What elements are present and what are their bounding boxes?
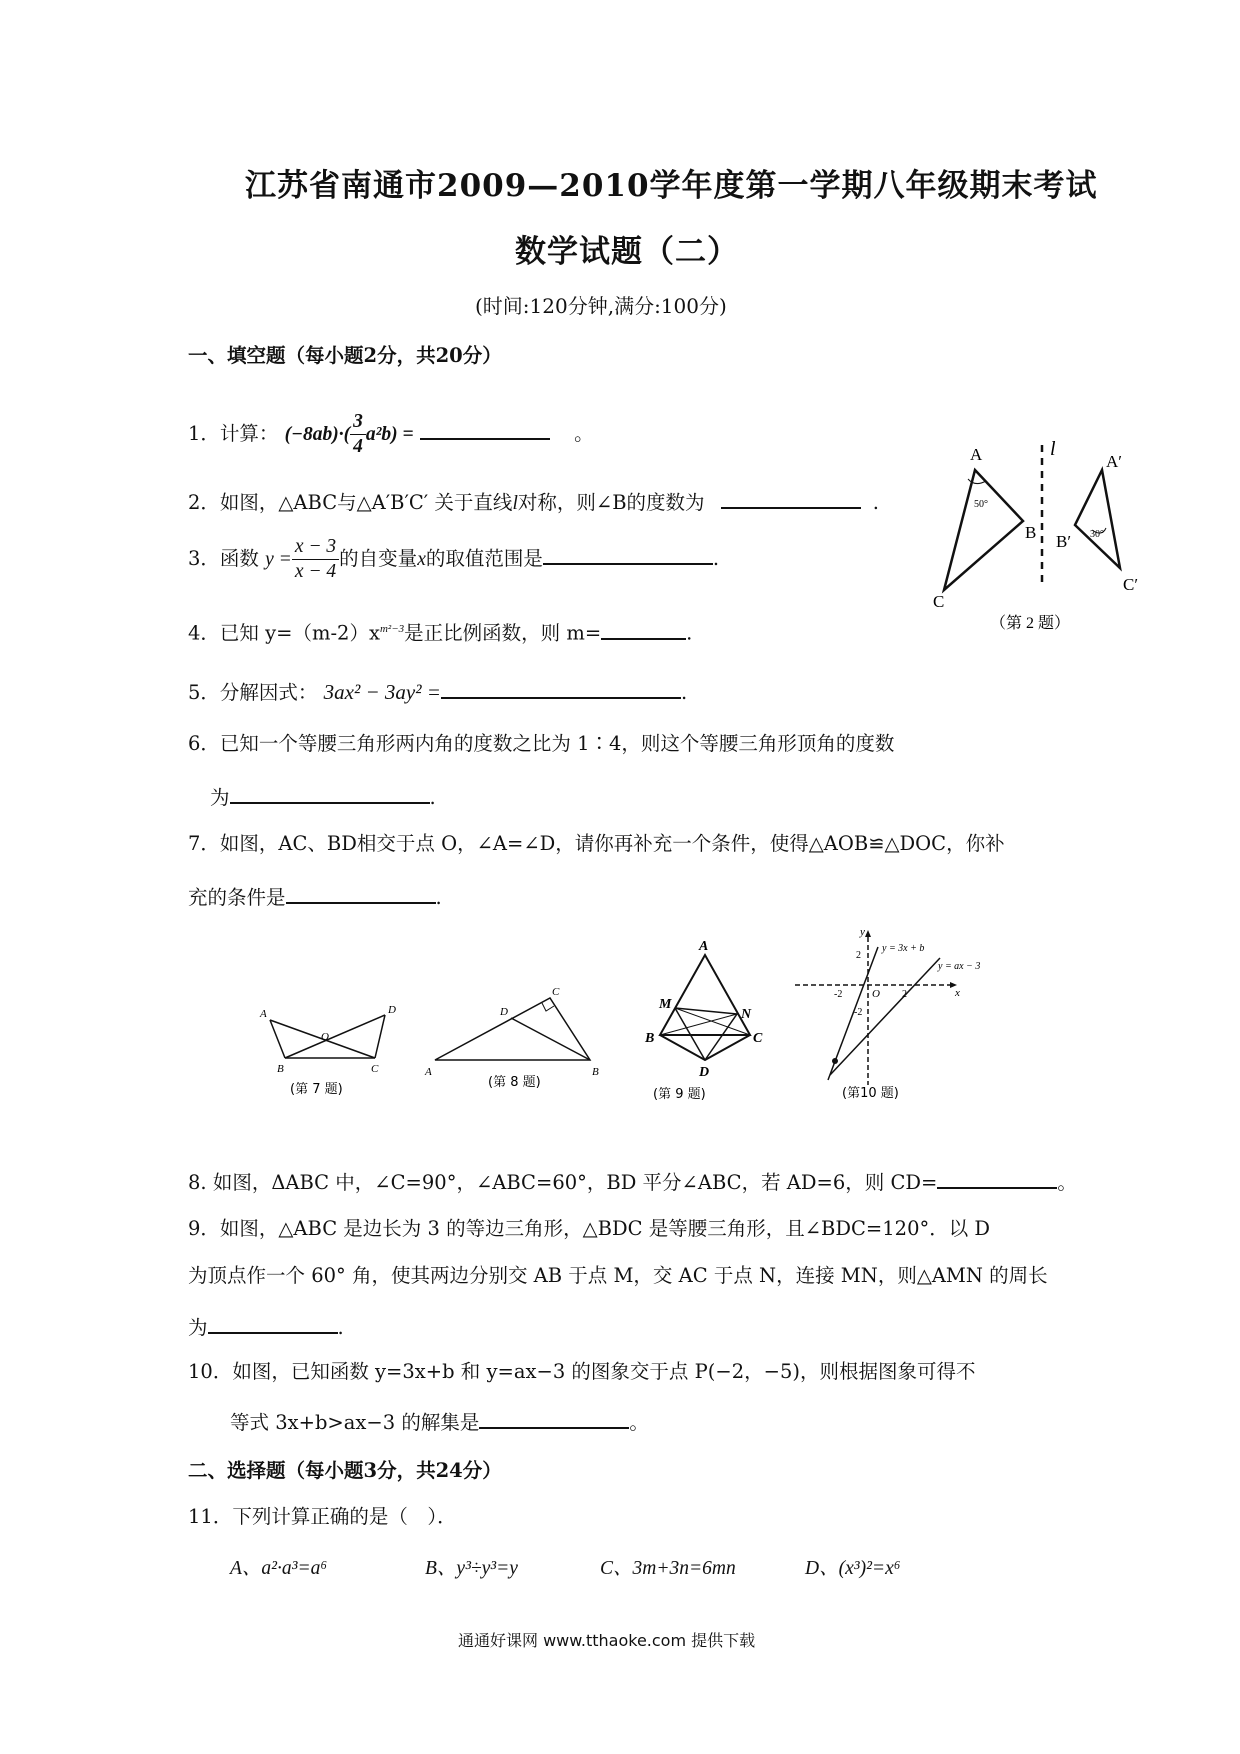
section-2-heading: 二、选择题（每小题3分，共24分） — [188, 1459, 502, 1482]
q4-text2: 是正比例函数，则 m= — [404, 621, 602, 645]
fig7-label-d: D — [388, 1004, 396, 1016]
fig2-label-l: l — [1050, 438, 1056, 460]
q11-option-d[interactable]: D、(x³)²=x⁶ — [805, 1558, 901, 1579]
q2-suffix: . — [872, 491, 879, 514]
fig8-caption: (第 8 题) — [488, 1075, 541, 1090]
q5-expr: 3ax² − 3ay² = — [323, 680, 441, 704]
fig8-bisector-bd — [511, 1018, 590, 1060]
fig2-label-c: C — [933, 592, 945, 611]
q8-answer-blank[interactable] — [937, 1165, 1057, 1189]
fig7-label-b: B — [277, 1063, 284, 1075]
fig10-ytick-2: 2 — [856, 950, 861, 961]
exam-subtitle: 数学试题（二） — [515, 234, 739, 270]
q4-number: 4． — [188, 621, 220, 645]
figure-10 — [790, 925, 1010, 1110]
q9-text2: 为顶点作一个 60° 角，使其两边分别交 AB 于点 M，交 AC 于点 N，连接 MN，则△AMN 的周长 — [188, 1264, 1048, 1287]
q1-answer-blank[interactable] — [420, 416, 550, 440]
figure-9 — [635, 930, 775, 1110]
figure-7 — [255, 985, 405, 1105]
q6-suffix: . — [429, 786, 436, 809]
fig10-ytick-neg2: -2 — [854, 1007, 863, 1018]
question-5 — [188, 675, 687, 707]
fig10-line-2 — [830, 958, 940, 1075]
q3-text2: 的取值范围是 — [425, 547, 543, 570]
q9-answer-blank[interactable] — [208, 1310, 338, 1334]
fig9-label-a: A — [699, 939, 709, 954]
fig9-caption: (第 9 题) — [653, 1087, 706, 1102]
fig9-label-c: C — [753, 1031, 763, 1046]
q2-answer-blank[interactable] — [721, 485, 861, 509]
question-11 — [188, 1503, 457, 1531]
question-3 — [188, 535, 719, 584]
fig7-label-o: O — [321, 1031, 329, 1043]
q3-suffix: . — [712, 547, 720, 570]
q10-text: 如图，已知函数 y=3x+b 和 y=ax−3 的图象交于点 P(−2，−5)，则根据图象可得不 — [232, 1360, 976, 1383]
question-4 — [188, 615, 692, 648]
fig8-label-d: D — [500, 1006, 508, 1018]
q2-var: l — [512, 493, 518, 514]
q9-text3: 为 — [188, 1316, 208, 1339]
q11-text: 下列计算正确的是（ ）． — [232, 1505, 457, 1528]
question-9 — [188, 1215, 990, 1243]
q5-prefix: 分解因式： — [219, 681, 318, 704]
q1-suffix: 。 — [574, 422, 594, 445]
question-9-cont — [188, 1262, 1048, 1290]
q4-exponent: m²−3 — [379, 623, 405, 635]
fig10-label-x: x — [955, 987, 960, 999]
q10-suffix: 。 — [629, 1411, 649, 1434]
q3-answer-blank[interactable] — [543, 541, 713, 565]
question-1 — [188, 410, 594, 459]
fig10-xtick-2: 2 — [902, 989, 907, 1000]
q7-text2: 充的条件是 — [188, 886, 286, 909]
fig2-angle-50: 50° — [974, 499, 988, 510]
fig7-line-ab — [270, 1020, 285, 1058]
fig2-triangle-abc — [944, 470, 1023, 590]
q8-suffix: 。 — [1057, 1171, 1077, 1194]
fig2-label-c-prime: C′ — [1123, 575, 1139, 594]
q3-prefix: 函数 — [219, 547, 259, 570]
q5-number: 5． — [188, 681, 220, 704]
q1-prefix: 计算： — [219, 422, 279, 445]
fig10-y-arrow — [865, 930, 871, 937]
q2-text2: 对称，则∠B的度数为 — [517, 491, 705, 514]
fig9-label-n: N — [741, 1007, 752, 1022]
time-info: (时间:120分钟,满分:100分) — [475, 294, 727, 318]
fig10-line-2-label: y = ax − 3 — [938, 961, 981, 972]
q3-lhs: y = — [265, 549, 292, 570]
q9-suffix: . — [337, 1316, 344, 1339]
fig8-label-a: A — [425, 1066, 432, 1078]
q8-number: 8. — [188, 1171, 207, 1194]
fig10-xtick-neg2: -2 — [834, 989, 843, 1000]
q7-suffix: . — [435, 886, 442, 909]
fig10-caption: (第10 题) — [842, 1086, 899, 1101]
q4-answer-blank[interactable] — [601, 616, 686, 640]
page-footer: 通通好课网 www.tthaoke.com 提供下载 — [458, 1631, 756, 1650]
fig2-label-b-prime: B′ — [1056, 532, 1072, 551]
fig7-line-bd — [285, 1015, 385, 1058]
q1-expr-a: (−8ab)·( — [284, 424, 351, 445]
fig8-label-c: C — [552, 986, 560, 998]
q5-answer-blank[interactable] — [441, 675, 681, 699]
fig9-triangle-bdc — [660, 1035, 750, 1060]
figure-8 — [420, 980, 620, 1105]
fig8-right-angle — [542, 1003, 554, 1011]
fig10-label-o: O — [872, 988, 880, 1000]
fig2-angle-30: 30° — [1090, 529, 1104, 540]
q3-fraction: $\frac{x - 3}{x - 4}$ — [292, 535, 339, 584]
fig10-line-1-label: y = 3x + b — [882, 943, 925, 954]
question-9-cont2 — [188, 1310, 344, 1342]
q1-fraction: $\frac{3}{4}$ — [350, 410, 366, 459]
figure-2 — [920, 425, 1160, 640]
q5-suffix: . — [680, 681, 688, 704]
q9-text: 如图，△ABC 是边长为 3 的等边三角形，△BDC 是等腰三角形，且∠BDC=120°．以 D — [219, 1217, 991, 1240]
q10-answer-blank[interactable] — [479, 1405, 629, 1429]
q3-text: 的自变量 — [339, 547, 418, 570]
fig10-point-p — [832, 1058, 838, 1064]
q11-option-b[interactable]: B、y³÷y³=y — [425, 1558, 518, 1579]
q1-expr-b: a²b) = — [365, 424, 414, 445]
question-6 — [188, 730, 894, 758]
question-10-cont — [230, 1405, 649, 1437]
q11-option-c[interactable]: C、3m+3n=6mn — [600, 1558, 736, 1579]
q2-number: 2． — [188, 491, 220, 514]
fig10-label-y: y — [860, 926, 865, 938]
section-1-heading: 一、填空题（每小题2分，共20分） — [188, 344, 502, 367]
fig7-line-dc — [375, 1015, 385, 1058]
fig2-caption: （第 2 题） — [990, 615, 1071, 632]
q6-answer-blank[interactable] — [230, 780, 430, 804]
q11-option-a[interactable]: A、a²·a³=a⁶ — [230, 1558, 328, 1579]
fig7-label-a: A — [260, 1008, 267, 1020]
q7-text: 如图，AC、BD相交于点 O，∠A=∠D，请你再补充一个条件，使得△AOB≌△DOC，你补 — [219, 832, 1005, 855]
q6-text: 已知一个等腰三角形两内角的度数之比为 1∶4，则这个等腰三角形顶角的度数 — [219, 732, 895, 755]
q6-number: 6． — [188, 732, 220, 755]
q10-text2: 等式 3x+b>ax−3 的解集是 — [230, 1411, 480, 1434]
exam-title: 江苏省南通市2009—2010学年度第一学期八年级期末考试 — [245, 168, 1098, 204]
q11-number: 11． — [188, 1505, 233, 1528]
q7-answer-blank[interactable] — [286, 880, 436, 904]
q1-number: 1． — [188, 422, 220, 445]
fig2-label-b: B — [1025, 523, 1037, 542]
fig9-label-m: M — [659, 997, 672, 1012]
q10-number: 10． — [188, 1360, 233, 1383]
fig9-label-d: D — [699, 1065, 710, 1080]
q4-text: 已知 y=（m-2）x — [219, 621, 380, 645]
question-2 — [188, 485, 879, 518]
fig9-label-b: B — [645, 1031, 655, 1046]
q6-text2: 为 — [210, 786, 230, 809]
q7-number: 7． — [188, 832, 220, 855]
fig2-label-a-prime: A′ — [1106, 452, 1122, 471]
question-10 — [188, 1358, 975, 1386]
fig7-caption: (第 7 题) — [290, 1082, 343, 1097]
q4-suffix: . — [686, 621, 693, 645]
question-7-cont — [188, 880, 442, 912]
fig8-triangle — [435, 998, 590, 1060]
fig8-label-b: B — [592, 1066, 599, 1078]
fig2-label-a: A — [970, 445, 983, 464]
q8-text: 如图，ΔABC 中，∠C=90°，∠ABC=60°，BD 平分∠ABC，若 AD=6，则 CD= — [212, 1171, 938, 1194]
q3-number: 3． — [188, 547, 220, 570]
fig7-label-c: C — [371, 1063, 379, 1075]
q9-number: 9． — [188, 1217, 220, 1240]
fig2-triangle-abc-prime — [1075, 470, 1120, 568]
question-8 — [188, 1165, 1077, 1197]
question-7 — [188, 830, 1005, 858]
q2-text: 如图，△ABC与△A′B′C′ 关于直线 — [219, 491, 513, 514]
question-6-cont — [210, 780, 436, 812]
q3-var: x — [417, 549, 426, 570]
